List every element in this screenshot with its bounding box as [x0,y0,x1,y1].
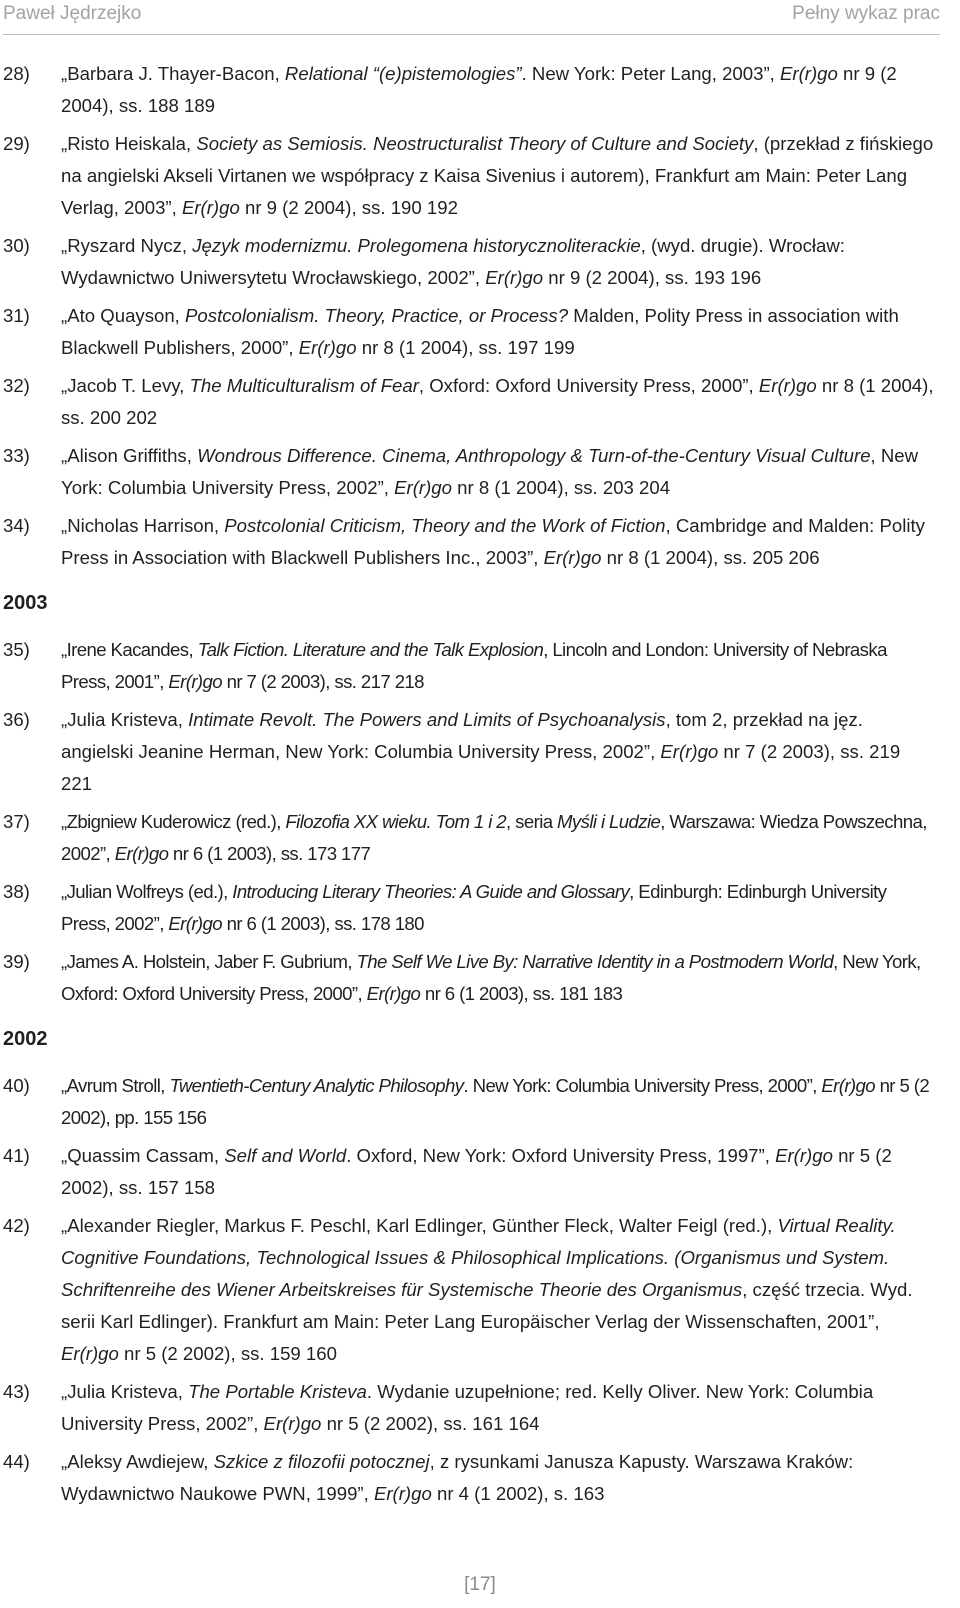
entry-segment: . Oxford, New York: Oxford University Press, 1997”, [346,1145,776,1166]
entry-segment: nr 8 (1 2004), ss. 203 204 [451,477,671,498]
entry-segment: „Ato Quayson, [61,305,186,326]
entry-text [61,1446,936,1510]
entry-italic-segment: Er(r)go [543,547,602,568]
entry-segment: nr 9 (2 2004), ss. 190 192 [239,197,458,218]
entry-segment: , Cambridge and Malden: Polity Press in Association with Blackwell Publishers Inc., 2003”, [61,515,925,568]
entry-segment: nr 5 (2 2002), pp. 155 156 [61,1075,930,1128]
entry-text [61,1070,936,1134]
entry-italic-segment: Er(r)go [263,1413,322,1434]
entry-italic-segment: Er(r)go [181,197,240,218]
entry-text [61,876,936,940]
bibliography-entry [3,806,936,870]
entry-italic-segment: Er(r)go [61,1343,119,1364]
entry-segment: nr 5 (2 2002), ss. 161 164 [321,1413,540,1434]
entry-italic-segment: Szkice z filozofii potocznej [213,1451,430,1472]
entry-segment: . New York: Columbia University Press, 2000”, [463,1075,822,1096]
bibliography-entry [3,946,936,1010]
entries-group-2003 [3,634,936,1010]
entry-number: 30) [3,235,30,256]
entry-segment: . Wydanie uzupełnione; red. Kelly Oliver. New York: Columbia University Press, 2002”, [61,1381,874,1434]
entry-segment: nr 9 (2 2004), ss. 193 196 [543,267,762,288]
entry-text [61,1210,936,1370]
entry-segment: nr 7 (2 2003), ss. 217 218 [222,671,424,692]
entry-segment: , Warszawa: Wiedza Powszechna, 2002”, [61,811,927,864]
entry-segment: nr 5 (2 2002), ss. 157 158 [61,1145,892,1198]
bibliography-entry [3,230,936,294]
entry-italic-segment: Filozofia XX wieku. Tom 1 i 2 [285,811,507,832]
entry-segment: , (wyd. drugie). Wrocław: Wydawnictwo Uniwersytetu Wrocławskiego, 2002”, [61,235,845,288]
entry-number: 42) [3,1215,30,1236]
entry-number: 39) [3,951,30,972]
entry-italic-segment: Er(r)go [779,63,838,84]
entry-italic-segment: Introducing Literary Theories: A Guide and Glossary [232,881,630,902]
entry-text [61,634,936,698]
bibliography-entry [3,1376,936,1440]
entry-number: 32) [3,375,30,396]
entry-segment: , Lincoln and London: University of Nebraska Press, 2001”, [61,639,887,692]
entry-segment: „James A. Holstein, Jaber F. Gubrium, [61,951,357,972]
entry-segment: „Barbara J. Thayer-Bacon, [61,63,285,84]
entry-segment: „Julia Kristeva, [61,1381,189,1402]
entry-text [61,230,936,294]
entry-segment: . New York: Peter Lang, 2003”, [521,63,780,84]
bibliography-entry [3,1210,936,1370]
entry-segment: „Risto Heiskala, [61,133,197,154]
entry-segment: , tom 2, przekład na jęz. angielski Jeanine Herman, New York: Columbia University Press, 2002”, [61,709,863,762]
entry-number: 36) [3,709,30,730]
entry-number: 44) [3,1451,30,1472]
bibliography-list [3,58,936,1516]
entry-number: 31) [3,305,30,326]
entry-italic-segment: Er(r)go [821,1075,875,1096]
entry-segment: „Avrum Stroll, [61,1075,170,1096]
entry-segment: nr 5 (2 2002), ss. 159 160 [118,1343,337,1364]
entry-italic-segment: Myśli i Ludzie [557,811,661,832]
bibliography-entry [3,440,936,504]
entry-segment: nr 4 (1 2002), s. 163 [431,1483,605,1504]
year-heading-2002: 2002 [3,1028,48,1050]
bibliography-entry [3,1446,936,1510]
entry-number: 34) [3,515,30,536]
entries-group-2004 [3,58,936,574]
entry-segment: , część trzecia. Wyd. serii Karl Edlinger). Frankfurt am Main: Peter Lang Europäischer Verlag der Wissenschaften, 2001”, [61,1279,913,1332]
entry-segment: , New York: Columbia University Press, 2002”, [61,445,919,498]
entry-segment: , Oxford: Oxford University Press, 2000”, [418,375,759,396]
entry-number: 37) [3,811,30,832]
entry-segment: „Ryszard Nycz, [61,235,193,256]
page-header [0,0,960,36]
entry-segment: „Irene Kacandes, [61,639,198,660]
header-divider [3,34,940,35]
entry-segment: nr 6 (1 2003), ss. 173 177 [168,843,371,864]
entry-segment: nr 6 (1 2003), ss. 178 180 [222,913,424,934]
entry-italic-segment: Er(r)go [114,843,169,864]
entry-number: 43) [3,1381,30,1402]
entry-segment: , z rysunkami Janusza Kapusty. Warszawa Kraków: Wydawnictwo Naukowe PWN, 1999”, [61,1451,854,1504]
entries-group-2002 [3,1070,936,1510]
entry-italic-segment: Er(r)go [775,1145,833,1166]
bibliography-entry [3,58,936,122]
entry-segment: nr 8 (1 2004), ss. 200 202 [61,375,934,428]
entry-italic-segment: Wondrous Difference. Cinema, Anthropology & Turn-of-the-Century Visual Culture [197,445,871,466]
entry-italic-segment: Twentieth-Century Analytic Philosophy [169,1075,464,1096]
entry-text [61,300,936,364]
entry-italic-segment: Society as Semiosis. Neostructuralist Theory of Culture and Society [196,133,754,154]
entry-text [61,58,936,122]
entry-italic-segment: Relational “(e)pistemologies” [284,63,522,84]
entry-segment: , (przekład z fińskiego na angielski Akseli Virtanen we współpracy z Kaisa Sivenius i autorem), Frankfurt am Main: Peter Lang Verlag, 2003”, [61,133,934,218]
entry-text [61,1140,936,1204]
entry-segment: nr 8 (1 2004), ss. 197 199 [356,337,575,358]
entry-segment: nr 8 (1 2004), ss. 205 206 [601,547,820,568]
entry-segment: „Zbigniew Kuderowicz (red.), [61,811,286,832]
entry-italic-segment: Er(r)go [485,267,544,288]
bibliography-entry [3,1070,936,1134]
entry-text [61,946,936,1010]
entry-italic-segment: Postcolonial Criticism, Theory and the Work of Fiction [224,515,666,536]
entry-text [61,704,936,800]
running-head-title: Pełny wykaz prac [792,3,940,24]
entry-italic-segment: Er(r)go [366,983,421,1004]
entry-number: 35) [3,639,30,660]
entry-segment: nr 9 (2 2004), ss. 188 189 [61,63,897,116]
entry-segment: , New York, Oxford: Oxford University Press, 2000”, [61,951,921,1004]
entry-segment: „Alexander Riegler, Markus F. Peschl, Karl Edlinger, Günther Fleck, Walter Feigl (red.), [61,1215,778,1236]
entry-number: 41) [3,1145,30,1166]
entry-text [61,370,936,434]
entry-segment: „Nicholas Harrison, [61,515,225,536]
entry-italic-segment: The Multiculturalism of Fear [189,375,419,396]
bibliography-entry [3,634,936,698]
entry-italic-segment: Intimate Revolt. The Powers and Limits of Psychoanalysis [188,709,666,730]
entry-segment: , Edinburgh: Edinburgh University Press, 2002”, [61,881,887,934]
entry-italic-segment: Er(r)go [373,1483,432,1504]
running-head-author: Paweł Jędrzejko [3,3,142,24]
entry-segment: nr 6 (1 2003), ss. 181 183 [420,983,623,1004]
entry-italic-segment: Er(r)go [168,671,223,692]
bibliography-entry [3,300,936,364]
bibliography-entry [3,704,936,800]
page-number: [17] [464,1574,496,1595]
entry-number: 33) [3,445,30,466]
bibliography-entry [3,876,936,940]
entry-italic-segment: Er(r)go [298,337,357,358]
year-heading-2003: 2003 [3,592,48,614]
entry-italic-segment: Er(r)go [660,741,719,762]
entry-italic-segment: Er(r)go [168,913,223,934]
entry-segment: „Alison Griffiths, [61,445,198,466]
bibliography-entry [3,510,936,574]
entry-text [61,128,936,224]
entry-number: 40) [3,1075,30,1096]
entry-segment: „Julian Wolfreys (ed.), [61,881,233,902]
entry-italic-segment: The Self We Live By: Narrative Identity in a Postmodern World [356,951,834,972]
entry-italic-segment: Virtual Reality. Cognitive Foundations, Technological Issues & Philosophical Implications. (Organismus und System. Schriftenreihe des Wiener Arbeitskreises für Systemische Theorie des Organismus [61,1215,896,1300]
bibliography-entry [3,370,936,434]
entry-number: 38) [3,881,30,902]
entry-text [61,510,936,574]
entry-segment: nr 7 (2 2003), ss. 219 221 [61,741,901,794]
entry-segment: „Jacob T. Levy, [61,375,190,396]
entry-italic-segment: Język modernizmu. Prolegomena historycznoliterackie [192,235,641,256]
bibliography-entry [3,128,936,224]
entry-italic-segment: The Portable Kristeva [188,1381,367,1402]
entry-italic-segment: Postcolonialism. Theory, Practice, or Process? [185,305,569,326]
entry-segment: „Aleksy Awdiejew, [61,1451,214,1472]
entry-text [61,440,936,504]
entry-number: 29) [3,133,30,154]
entry-italic-segment: Self and World [224,1145,347,1166]
entry-text [61,806,936,870]
entry-segment: „Quassim Cassam, [61,1145,225,1166]
entry-segment: Malden, Polity Press in association with Blackwell Publishers, 2000”, [61,305,899,358]
entry-italic-segment: Er(r)go [758,375,817,396]
entry-italic-segment: Er(r)go [394,477,452,498]
entry-number: 28) [3,63,30,84]
entry-italic-segment: Talk Fiction. Literature and the Talk Explosion [197,639,544,660]
bibliography-entry [3,1140,936,1204]
entry-segment: , seria [506,811,558,832]
entry-text [61,1376,936,1440]
entry-segment: „Julia Kristeva, [61,709,189,730]
